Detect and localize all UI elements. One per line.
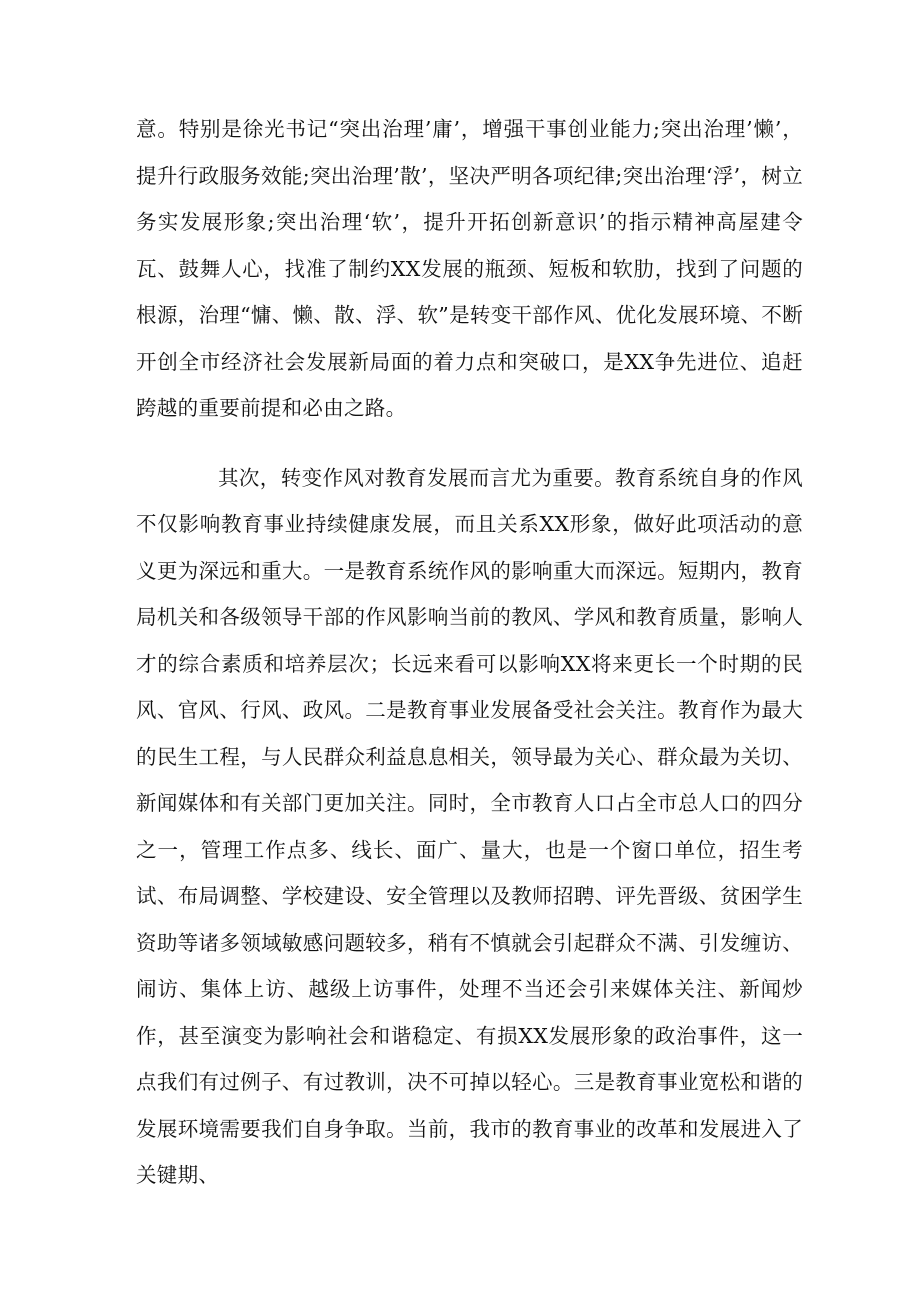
paragraph-1: 意。特别是徐光书记“突出治理’庸’，增强干事创业能力;突出治理’懒’，提升行政服务效能;突出治理’散’，坚决严明各项纪律;突出治理‘浮’，树立务实发展形象;突出治理‘软’，提升开拓创新意识’的指示精神高屋建令瓦、鼓舞人心，找准了制约XX发展的瓶颈、短板和软肋，找到了问题的根源，治理“慵、懒、散、浮、软”是转变干部作风、优化发展环境、不断开创全市经济社会发展新局面的着力点和突破口，是XX争先进位、追赶跨越的重要前提和必由之路。 bbox=[136, 117, 803, 420]
document-page bbox=[136, 106, 803, 1199]
paragraph-2: 其次，转变作风对教育发展而言尤为重要。教育系统自身的作风不仅影响教育事业持续健康发展，而且关系XX形象，做好此项活动的意义更为深远和重大。一是教育系统作风的影响重大而深远。短期内，教育局机关和各级领导干部的作风影响当前的教风、学风和教育质量，影响人才的综合素质和培养层次；长远来看可以影响XX将来更长一个时期的民风、官风、行风、政风。二是教育事业发展备受社会关注。教育作为最大的民生工程，与人民群众利益息息相关，领导最为关心、群众最为关切、新闻媒体和有关部门更加关注。同时，全市教育人口占全市总人口的四分之一，管理工作点多、线长、面广、量大，也是一个窗口单位，招生考试、布局调整、学校建设、安全管理以及教师招聘、评先晋级、贫困学生资助等诸多领域敏感问题较多，稍有不慎就会引起群众不满、引发缠访、闹访、集体上访、越级上访事件，处理不当还会引来媒体关注、新闻炒作，甚至演变为影响社会和谐稳定、有损XX发展形象的政治事件，这一点我们有过例子、有过教训，决不可掉以轻心。三是教育事业宽松和谐的发展环境需要我们自身争取。当前，我市的教育事业的改革和发展进入了关键期、 bbox=[136, 465, 803, 1187]
